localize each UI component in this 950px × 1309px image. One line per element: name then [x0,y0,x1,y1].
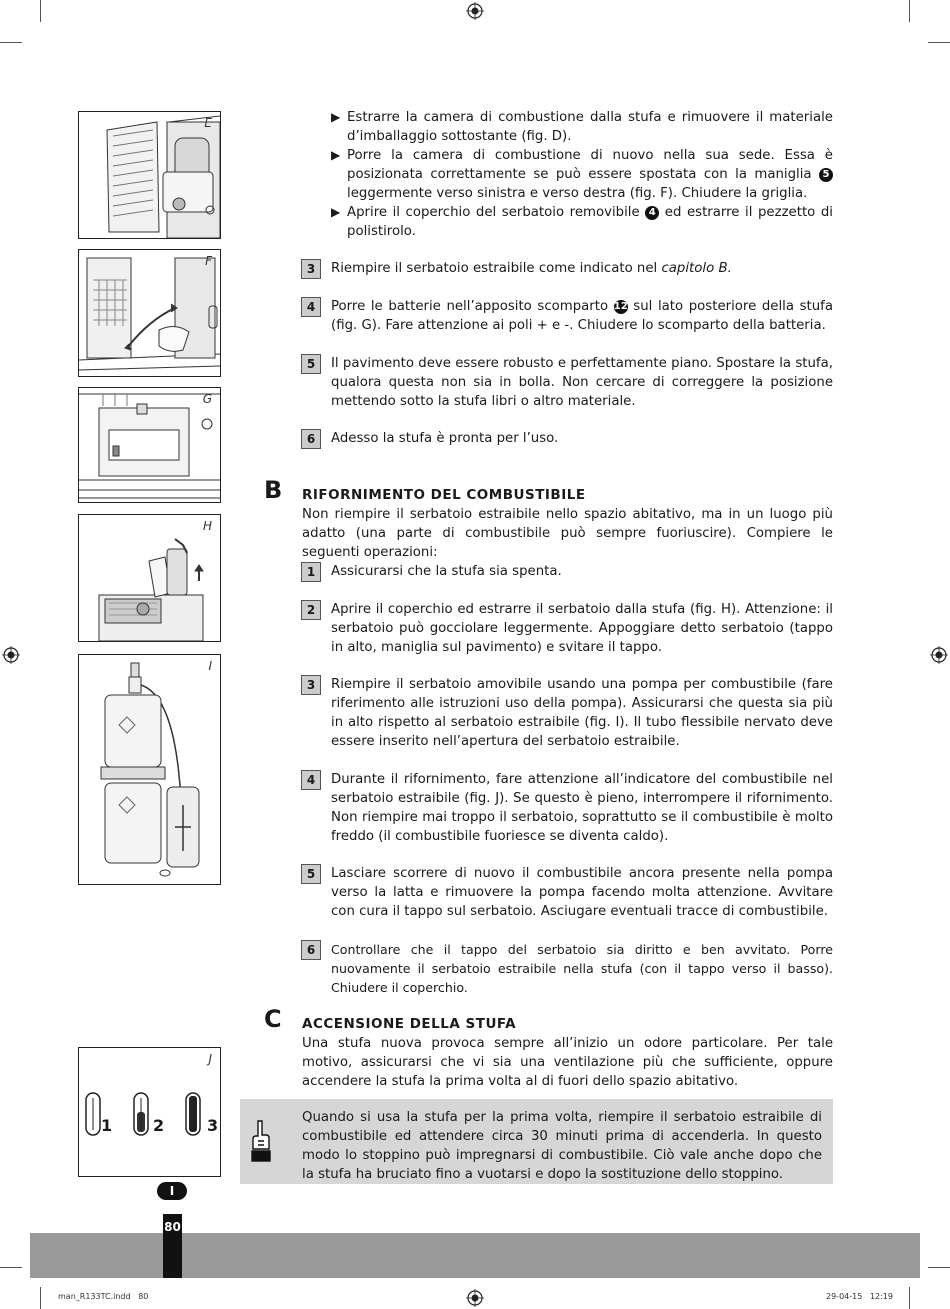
note-text: Quando si usa la stufa per la prima volta, riempire il serbatoio estraibile di combustibile ed attendere circa 30 minuti prima di accenderla. In questo modo lo stoppino può impregnarsi di combustibile. Ciò vale anche dopo che la stufa ha bruciato fino a vuotarsi e dopo la sostituzione dello stoppino. [302,1110,822,1182]
registration-mark-icon [2,646,20,664]
figure-e [78,111,221,239]
step-text-part: sul lato posteriore della stufa (fig. G). Fare attenzione ai poli + e -. Chiudere lo scomparto della batteria. [331,299,834,333]
registration-mark-icon [466,1289,484,1307]
part-number-badge: 5 [819,168,833,182]
crop-mark [0,42,22,43]
page-number: 80 [164,1220,181,1234]
language-badge [157,1182,187,1200]
figure-label: I [208,659,212,673]
bullet-arrow-icon: ▶ [331,110,341,124]
language-code: I [169,1184,175,1198]
part-number-badge: 4 [645,206,659,220]
part-number-badge: 12 [613,301,628,312]
step-number: 4 [301,297,321,317]
step-text: Il pavimento deve essere robusto e perfettamente piano. Spostare la stufa, qualora questa non sia in bolla. Non cercare di correggere la posizione mettendo sotto la stufa libri o altro materiale. [331,356,833,409]
refuelling-pump-illustration [79,655,220,884]
figure-label: H [202,519,212,533]
step-text: Controllare che il tappo del serbatoio sia diritto e ben avvitato. Porre nuovamente il serbatoio estraibile nella stufa (con il tappo verso il basso). Chiudere il coperchio. [331,942,833,995]
chapter-reference: capitolo B. [661,261,732,276]
note-box [240,1099,833,1184]
step-number: 6 [301,940,321,960]
print-timestamp: 29-04-15 12:19 [826,1292,893,1301]
fuel-indicator-half-icon [131,1090,151,1138]
crop-mark [928,42,950,43]
step-text [331,297,833,335]
step-text: Riempire il serbatoio amovibile usando una pompa per combustibile (fare riferimento alle istruzioni uso della pompa). Assicurarsi che questa sia più in alto rispetto al serbatoio estraibile (fig. I). Il tubo flessibile nervato deve essere inserito nell’apertura del serbatoio estraibile. [331,677,833,749]
instruction-bullet [331,203,833,241]
step-number: 5 [301,354,321,374]
instruction-bullet [331,146,833,203]
step-text [331,259,833,278]
file-name: man_R133TC.indd 80 [58,1292,149,1301]
bullet-text: Porre la camera di combustione di nuovo nella sua sede. Essa è posizionata correttamente se può essere spostata con la maniglia [347,148,833,182]
figure-i [78,654,221,885]
fuel-indicator-empty-icon [83,1090,103,1138]
battery-compartment-illustration [79,388,220,502]
section-heading: RIFORNIMENTO DEL COMBUSTIBILE [302,487,586,503]
section-letter: C [264,1005,282,1033]
step-number: 4 [301,770,321,790]
bullet-text: ed estrarre il pezzetto di polistirolo. [347,205,833,239]
section-heading: ACCENSIONE DELLA STUFA [302,1016,517,1032]
figure-label: E [204,116,212,130]
registration-mark-icon [930,646,948,664]
bullet-arrow-icon: ▶ [331,205,341,219]
instruction-bullet [331,108,833,146]
section-letter: B [264,476,283,504]
fuel-indicator-full-icon [183,1090,203,1138]
bullet-text: leggermente verso sinistra e verso destra (fig. F). Chiudere la griglia. [347,186,808,201]
page-number-tab [163,1214,182,1278]
step-number: 5 [301,864,321,884]
figure-g [78,387,221,503]
step-number: 3 [301,675,321,695]
section-intro: Non riempire il serbatoio estraibile nello spazio abitativo, ma in un luogo più adatto (una parte di combustibile può sempre fuoriuscire). Compiere le seguenti operazioni: [302,507,833,560]
registration-mark-icon [466,2,484,20]
combustion-chamber-illustration [79,250,220,376]
crop-mark [0,1267,22,1268]
figure-h [78,514,221,642]
figure-label: J [208,1052,212,1066]
indicator-number: 3 [207,1116,219,1135]
crop-mark [909,0,910,22]
tank-removal-illustration [79,515,220,641]
bullet-text: Estrarre la camera di combustione dalla stufa e rimuovere il materiale d’imballaggio sottostante (fig. D). [347,110,833,144]
indicator-number: 1 [101,1116,113,1135]
crop-mark [40,0,41,22]
indicator-number: 2 [153,1116,165,1135]
step-text: Adesso la stufa è pronta per l’uso. [331,431,559,446]
step-number: 6 [301,429,321,449]
step-text: Assicurarsi che la stufa sia spenta. [331,564,562,579]
step-number: 1 [301,562,321,582]
section-intro: Una stufa nuova provoca sempre all’inizio un odore particolare. Per tale motivo, assicurarsi che vi sia una ventilazione più che sufficiente, oppure accendere la stufa la prima volta al di fuori dello spazio abitativo. [302,1036,833,1089]
step-text: Durante il rifornimento, fare attenzione all’indicatore del combustibile nel serbatoio estraibile (fig. J). Se questo è pieno, interrompere il rifornimento. Non riempire mai troppo il serbatoio, soprattutto se il combustibile è molto freddo (il combustibile fuoriesce se diventa caldo). [331,772,833,844]
bullet-text: Aprire il coperchio del serbatoio removibile [347,205,646,220]
figure-j [78,1047,221,1177]
stove-open-grille-illustration [79,112,220,238]
step-number: 2 [301,600,321,620]
figure-label: G [202,392,212,406]
bullet-arrow-icon: ▶ [331,148,341,162]
crop-mark [40,1287,41,1309]
pointing-hand-icon [248,1119,272,1163]
crop-mark [928,1267,950,1268]
step-text: Lasciare scorrere di nuovo il combustibile ancora presente nella pompa verso la latta e rimuovere la pompa facendo molta attenzione. Avvitare con cura il tappo sul serbatoio. Asciugare eventuali tracce di combustibile. [331,866,833,919]
figure-f [78,249,221,377]
step-text-part: Porre le batterie nell’apposito scomparto [331,299,614,314]
figure-label: F [205,254,212,268]
step-number: 3 [301,259,321,279]
step-text-part: Riempire il serbatoio estraibile come indicato nel [331,261,662,276]
crop-mark [909,1287,910,1309]
step-text: Aprire il coperchio ed estrarre il serbatoio dalla stufa (fig. H). Attenzione: il serbatoio può gocciolare leggermente. Appoggiare detto serbatoio (tappo in alto, maniglia sul pavimento) e svitare il tappo. [331,602,833,655]
